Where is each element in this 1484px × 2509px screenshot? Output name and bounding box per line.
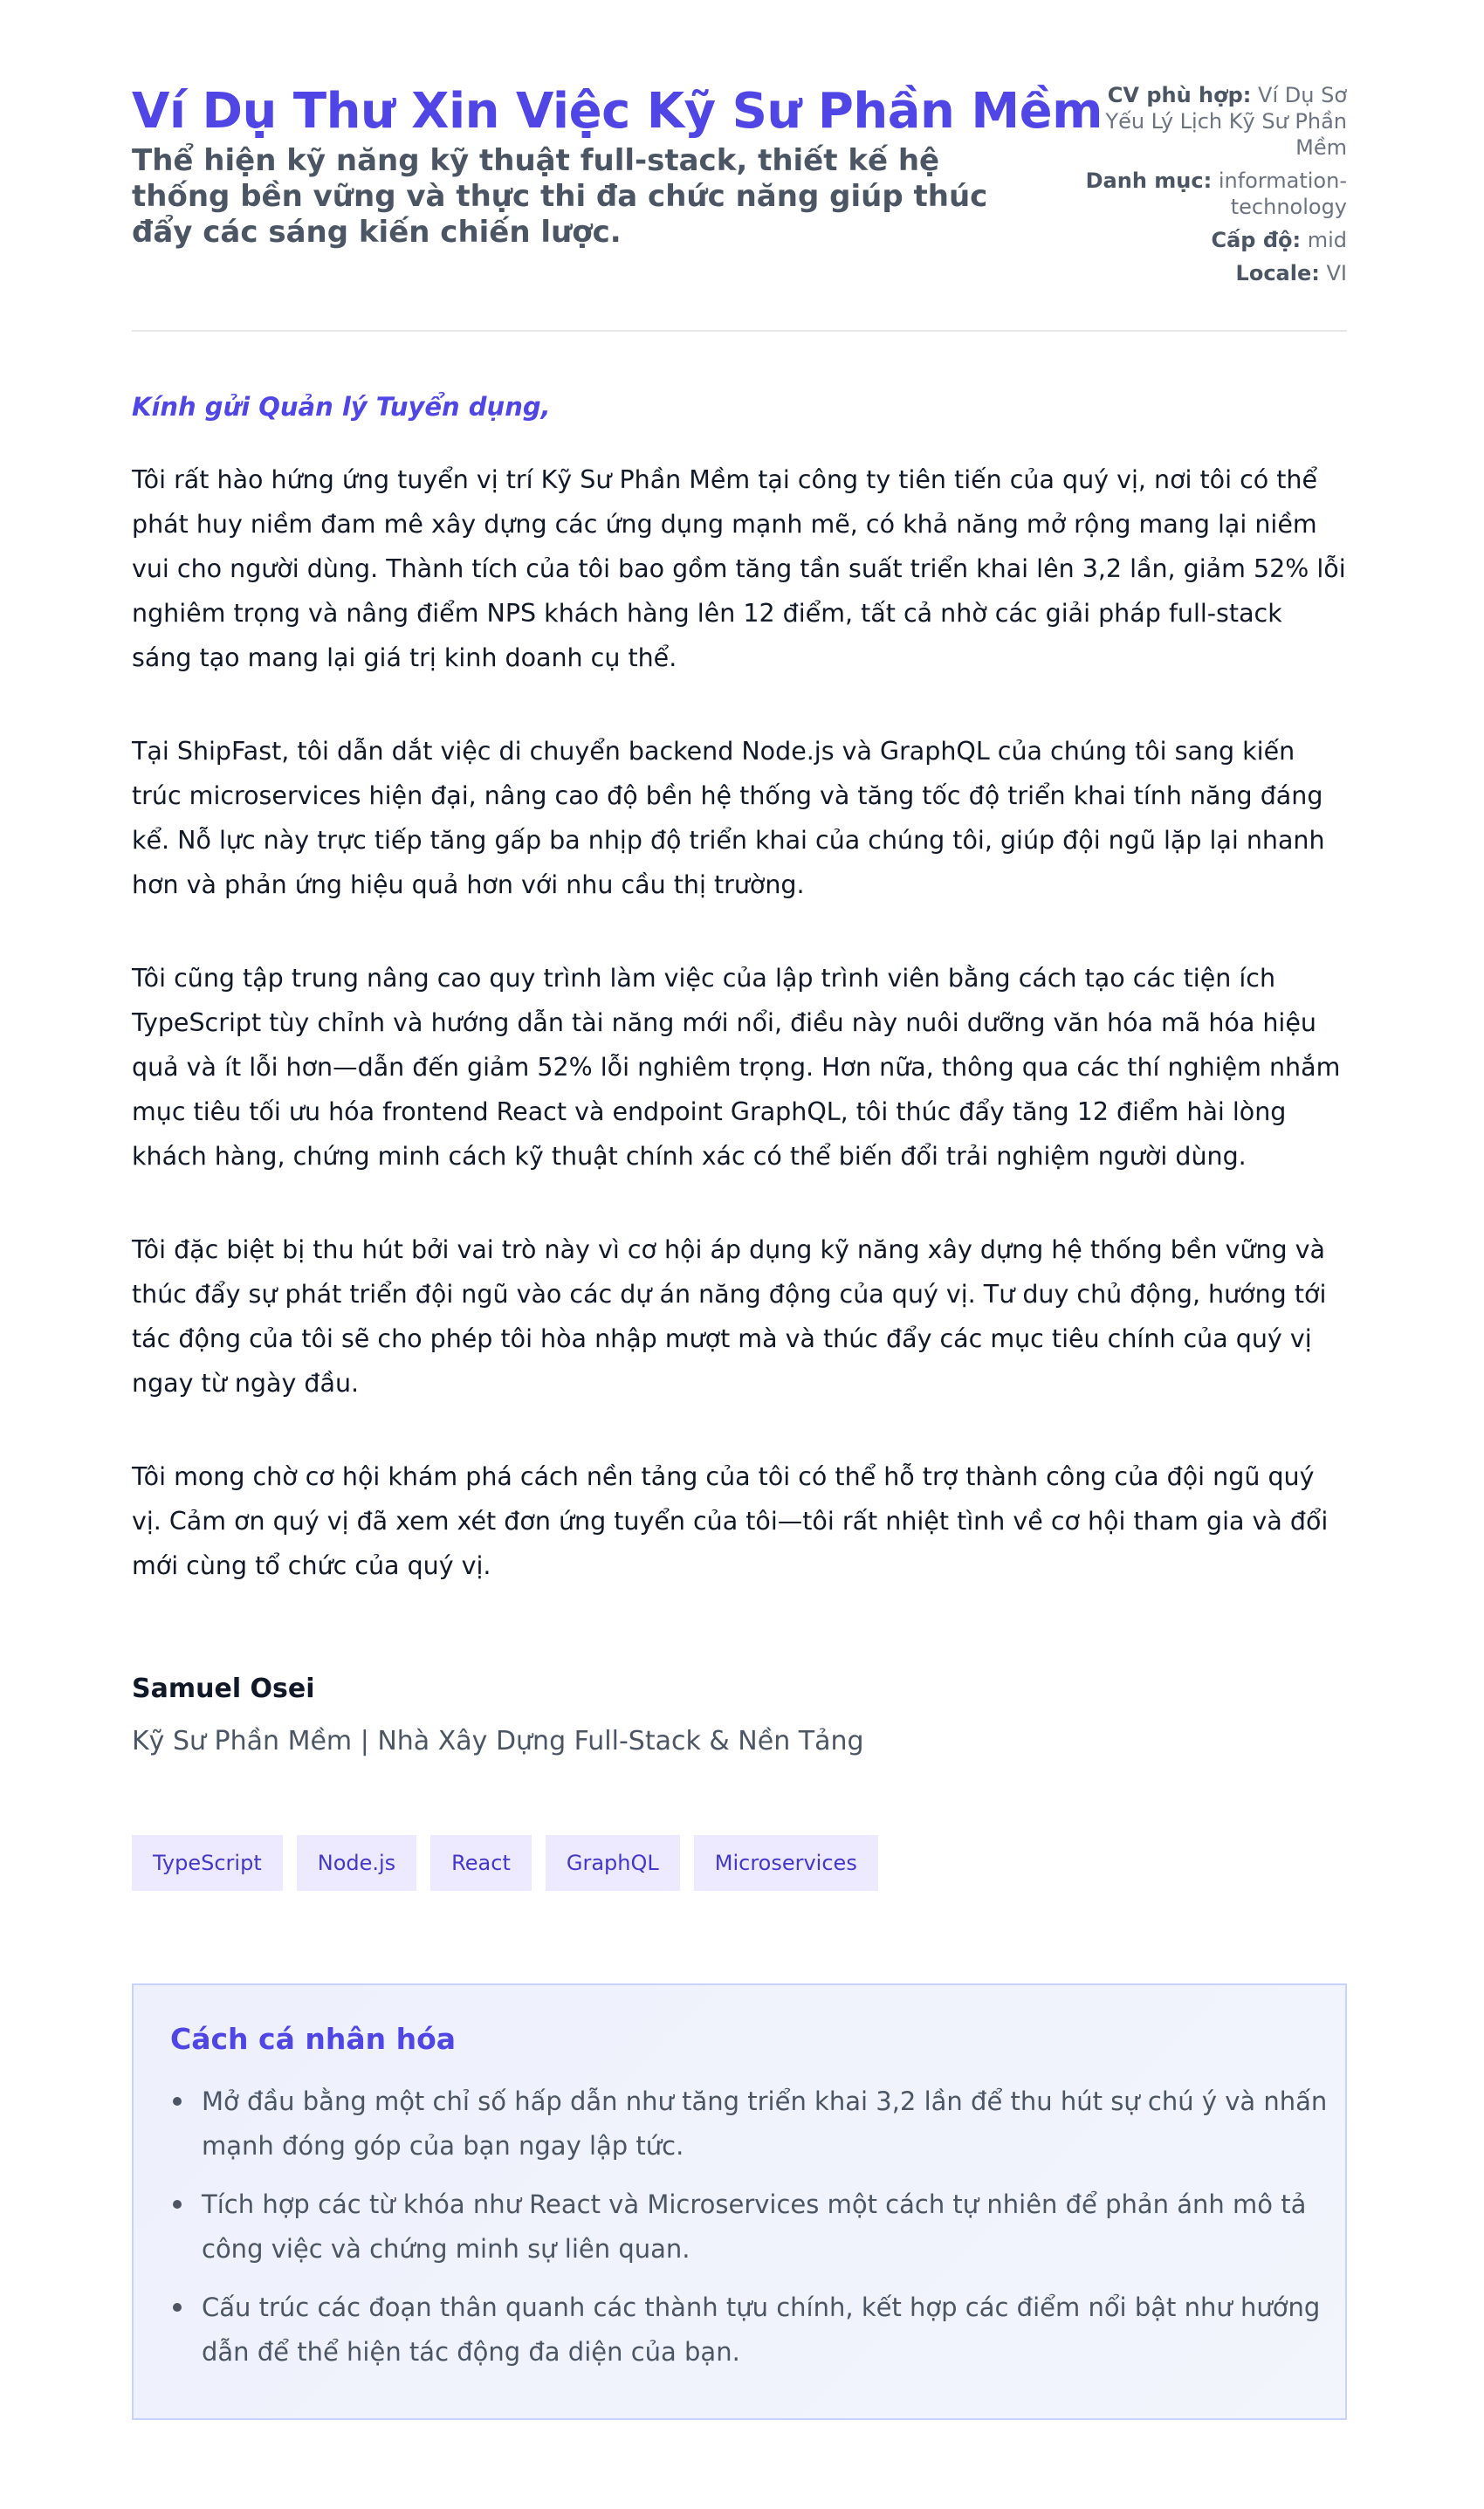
personalization-tips-box [132, 1983, 1347, 2420]
page-title: Ví Dụ Thư Xin Việc Kỹ Sư Phần Mềm [132, 83, 1103, 140]
letter-paragraph: Tôi rất hào hứng ứng tuyển vị trí Kỹ Sư Phần Mềm tại công ty tiên tiến của quý vị, nơi tôi có thể phát huy niềm đam mê xây dựng các ứng dụng mạnh mẽ, có khả năng mở rộng mang lại niềm vui cho người dùng. Thành tích của tôi bao gồm tăng tần suất triển khai lên 3,2 lần, giảm 52% lỗi nghiêm trọng và nâng điểm NPS khách hàng lên 12 điểm, tất cả nhờ các giải pháp full-stack sáng tạo mang lại giá trị kinh doanh cụ thể. [132, 465, 1346, 672]
meta-resume-label: CV phù hợp: [1107, 83, 1252, 107]
meta-level-value: mid [1307, 228, 1347, 252]
signature-title: Kỹ Sư Phần Mềm | Nhà Xây Dựng Full-Stack & Nền Tảng [132, 1726, 864, 1756]
meta-category-label: Danh mục: [1085, 168, 1213, 193]
meta-category-value: information-technology [1218, 168, 1347, 219]
meta-locale [1085, 260, 1347, 286]
page-subtitle: Thể hiện kỹ năng kỹ thuật full-stack, thiết kế hệ thống bền vững và thực thi đa chức năng giúp thúc đẩy các sáng kiến chiến lược. [132, 143, 988, 250]
meta-locale-label: Locale: [1235, 261, 1320, 285]
bullet-icon [173, 2303, 182, 2312]
tip-item [202, 2286, 1336, 2375]
tip-text: Mở đầu bằng một chỉ số hấp dẫn như tăng triển khai 3,2 lần để thu hút sự chú ý và nhấn mạnh đóng góp của bạn ngay lập tức. [202, 2086, 1328, 2161]
letter-body [132, 457, 1347, 1637]
skill-tag-microservices: Microservices [694, 1835, 878, 1891]
meta-resume-value: Ví Dụ Sơ Yếu Lý Lịch Kỹ Sư Phần Mềm [1105, 83, 1347, 160]
skill-tag-typescript: TypeScript [132, 1835, 283, 1891]
tip-text: Cấu trúc các đoạn thân quanh các thành tựu chính, kết hợp các điểm nổi bật như hướng dẫn để thể hiện tác động đa diện của bạn. [202, 2292, 1321, 2367]
bullet-icon [173, 2200, 182, 2209]
signature-name: Samuel Osei [132, 1674, 315, 1704]
letter-salutation: Kính gửi Quản lý Tuyển dụng, [132, 392, 551, 422]
tip-text: Tích hợp các từ khóa như React và Microservices một cách tự nhiên để phản ánh mô tả công việc và chứng minh sự liên quan. [202, 2189, 1307, 2264]
letter-paragraph: Tôi cũng tập trung nâng cao quy trình làm việc của lập trình viên bằng cách tạo các tiện ích TypeScript tùy chỉnh và hướng dẫn tài năng mới nổi, điều này nuôi dưỡng văn hóa mã hóa hiệu quả và ít lỗi hơn—dẫn đến giảm 52% lỗi nghiêm trọng. Hơn nữa, thông qua các thí nghiệm nhắm mục tiêu tối ưu hóa frontend React và endpoint GraphQL, tôi thúc đẩy tăng 12 điểm hài lòng khách hàng, chứng minh cách kỹ thuật chính xác có thể biến đổi trải nghiệm người dùng. [132, 964, 1341, 1171]
cover-letter-page [132, 0, 1347, 2367]
skill-tags [132, 1835, 878, 1891]
letter-paragraph: Tôi mong chờ cơ hội khám phá cách nền tảng của tôi có thể hỗ trợ thành công của đội ngũ quý vị. Cảm ơn quý vị đã xem xét đơn ứng tuyển của tôi—tôi rất nhiệt tình về cơ hội tham gia và đổi mới cùng tổ chức của quý vị. [132, 1462, 1329, 1580]
meta-level-label: Cấp độ: [1211, 228, 1302, 252]
skill-tag-graphql: GraphQL [546, 1835, 680, 1891]
tip-item [202, 2079, 1336, 2169]
tips-title: Cách cá nhân hóa [170, 2022, 457, 2056]
meta-resume [1085, 82, 1347, 161]
meta-locale-value: VI [1326, 261, 1347, 285]
skill-tag-nodejs: Node.js [297, 1835, 416, 1891]
letter-paragraph: Tại ShipFast, tôi dẫn dắt việc di chuyển backend Node.js và GraphQL của chúng tôi sang kiến trúc microservices hiện đại, nâng cao độ bền hệ thống và tăng tốc độ triển khai tính năng đáng kể. Nỗ lực này trực tiếp tăng gấp ba nhịp độ triển khai của chúng tôi, giúp đội ngũ lặp lại nhanh hơn và phản ứng hiệu quả hơn với nhu cầu thị trường. [132, 737, 1325, 899]
bullet-icon [173, 2097, 182, 2106]
meta-level [1085, 227, 1347, 253]
tip-item [202, 2182, 1336, 2272]
tips-list [170, 2079, 1336, 2389]
skill-tag-react: React [430, 1835, 532, 1891]
meta-panel [1085, 82, 1347, 293]
page-header [132, 0, 1347, 332]
letter-paragraph: Tôi đặc biệt bị thu hút bởi vai trò này vì cơ hội áp dụng kỹ năng xây dựng hệ thống bền vững và thúc đẩy sự phát triển đội ngũ vào các dự án năng động của quý vị. Tư duy chủ động, hướng tới tác động của tôi sẽ cho phép tôi hòa nhập mượt mà và thúc đẩy các mục tiêu chính của quý vị ngay từ ngày đầu. [132, 1235, 1327, 1398]
meta-category [1085, 168, 1347, 220]
